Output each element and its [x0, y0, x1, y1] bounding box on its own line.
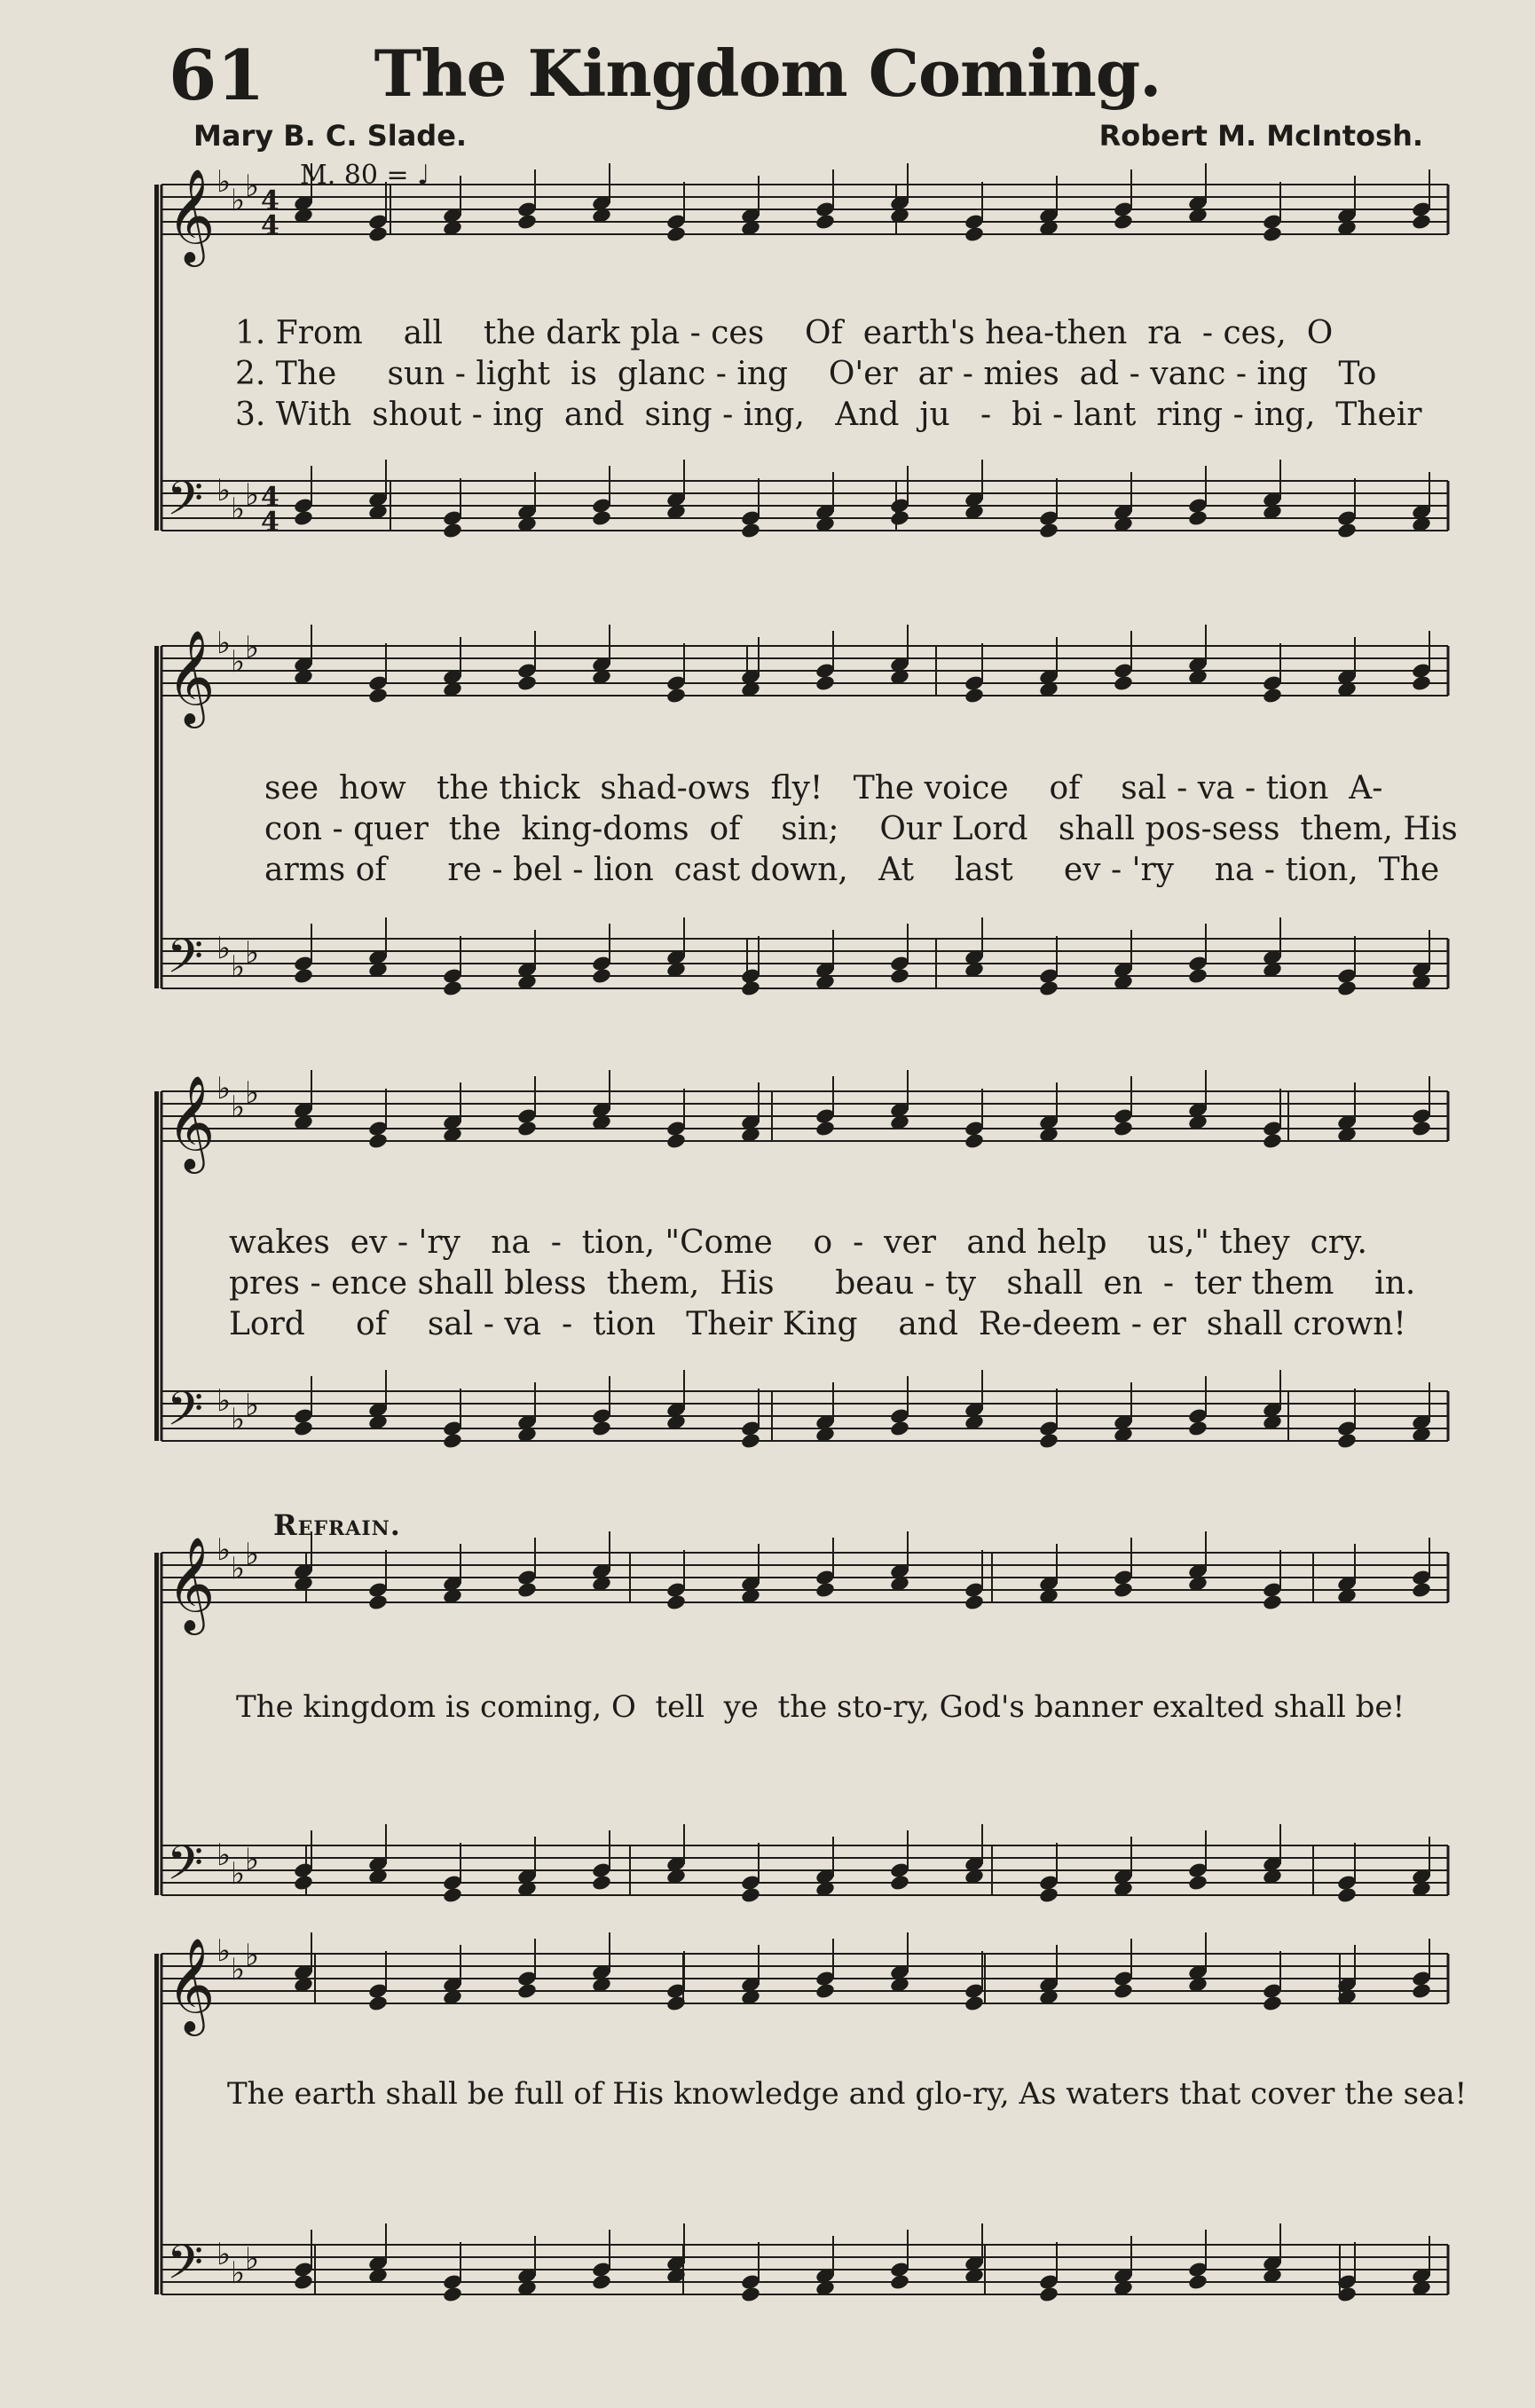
note-head: [1038, 522, 1059, 539]
flat-icon: ♭: [231, 1402, 246, 1437]
note-head: [293, 1874, 314, 1892]
note-head: [889, 509, 910, 527]
note-head: [1411, 674, 1432, 692]
note-head: [442, 522, 463, 539]
flat-icon: ♭: [245, 1537, 260, 1572]
note-head: [665, 1132, 687, 1150]
note-head: [591, 1420, 612, 1437]
lyric-line: Lord of sal - va - tion Their King and Re-deem - er shall crown!: [229, 1306, 1406, 1342]
note-head: [1411, 1120, 1432, 1137]
flat-icon: ♭: [216, 1532, 232, 1568]
flat-icon: ♭: [245, 1388, 260, 1423]
note-head: [293, 1420, 314, 1437]
flat-icon: ♭: [216, 1933, 232, 1969]
note-head: [1187, 1420, 1208, 1437]
note-head: [1113, 1982, 1134, 2000]
note-head: [293, 967, 314, 985]
time-signature: 4: [261, 210, 279, 241]
flat-icon: ♭: [245, 1842, 260, 1877]
note-head: [1411, 213, 1432, 231]
bass-clef-icon: 𝄢: [167, 2236, 204, 2302]
treble-clef-icon: 𝄞: [167, 168, 216, 263]
flat-icon: ♭: [245, 630, 260, 665]
note-head: [1262, 1995, 1283, 2012]
note-head: [293, 509, 314, 527]
system-bracket: [154, 1954, 159, 2294]
note-head: [367, 1995, 389, 2012]
flat-icon: ♭: [231, 492, 246, 527]
note-head: [964, 687, 985, 704]
note-head: [889, 1420, 910, 1437]
treble-clef-icon: 𝄞: [167, 1937, 216, 2032]
note-head: [442, 1432, 463, 1450]
note-head: [442, 1886, 463, 1904]
note-head: [964, 1594, 985, 1611]
note-head: [1262, 1132, 1283, 1150]
flat-icon: ♭: [231, 949, 246, 985]
treble-clef-icon: 𝄞: [167, 629, 216, 724]
note-head: [1187, 1874, 1208, 1892]
note-head: [889, 2273, 910, 2291]
lyric-line: see how the thick shad-ows fly! The voice of sal - va - tion A-: [264, 770, 1383, 807]
note-head: [889, 1874, 910, 1892]
tempo-marking: M. 80 = ♩: [300, 160, 430, 191]
note-head: [516, 674, 538, 692]
note-head: [665, 225, 687, 243]
note-head: [1113, 674, 1134, 692]
lyric-line: wakes ev - 'ry na - tion, "Come o - ver and help us," they cry.: [229, 1224, 1367, 1261]
treble-clef-icon: 𝄞: [167, 1074, 216, 1169]
lyric-line: arms of re - bel - lion cast down, At last ev - 'ry na - tion, The: [264, 852, 1440, 888]
time-signature: 4: [261, 507, 279, 538]
note-head: [367, 687, 389, 704]
lyric-line: 3. With shout - ing and sing - ing, And ju - bi - lant ring - ing, Their: [235, 397, 1422, 433]
lyric-line: con - quer the king-doms of sin; Our Lord shall pos-sess them, His: [264, 811, 1458, 847]
flat-icon: ♭: [245, 935, 260, 971]
lyric-line: The kingdom is coming, O tell ye the sto-ry, God's banner exalted shall be!: [236, 1689, 1405, 1725]
lyric-line: The earth shall be full of His knowledge and glo-ry, As waters that cover the sea!: [227, 2076, 1468, 2112]
note-head: [442, 2286, 463, 2303]
note-head: [1336, 1886, 1358, 1904]
lyric-line: 2. The sun - light is glanc - ing O'er ar - mies ad - vanc - ing To: [235, 356, 1377, 392]
note-head: [1038, 1886, 1059, 1904]
note-head: [1187, 967, 1208, 985]
note-head: [1262, 225, 1283, 243]
note-head: [964, 1995, 985, 2012]
note-head: [1113, 213, 1134, 231]
note-head: [1262, 1594, 1283, 1611]
note-head: [367, 1594, 389, 1611]
flat-icon: ♭: [231, 1856, 246, 1892]
note-head: [293, 2273, 314, 2291]
note-head: [815, 1581, 836, 1599]
flat-icon: ♭: [216, 1071, 232, 1106]
note-head: [1113, 1581, 1134, 1599]
note-head: [889, 967, 910, 985]
note-head: [442, 980, 463, 997]
system-bracket: [154, 646, 159, 988]
note-head: [740, 980, 761, 997]
refrain-label: Refrain.: [273, 1508, 401, 1542]
note-head: [591, 1874, 612, 1892]
lyric-line: 1. From all the dark pla - ces Of earth's hea-then ra - ces, O: [235, 315, 1334, 351]
flat-icon: ♭: [216, 1383, 232, 1419]
bass-clef-icon: 𝄢: [167, 1837, 204, 1902]
note-head: [740, 1432, 761, 1450]
time-signature: 4: [261, 185, 279, 216]
bass-clef-icon: 𝄢: [167, 930, 204, 995]
note-head: [815, 1982, 836, 2000]
note-head: [1187, 509, 1208, 527]
flat-icon: ♭: [231, 1551, 246, 1586]
note-head: [740, 2286, 761, 2303]
note-head: [1038, 2286, 1059, 2303]
system-bracket: [154, 185, 159, 531]
flat-icon: ♭: [245, 1075, 260, 1111]
note-head: [367, 225, 389, 243]
note-head: [367, 1132, 389, 1150]
flat-icon: ♭: [216, 931, 232, 966]
flat-icon: ♭: [216, 2237, 232, 2272]
hymn-title: The Kingdom Coming.: [374, 35, 1161, 111]
flat-icon: ♭: [231, 2255, 246, 2291]
note-head: [1262, 687, 1283, 704]
note-head: [665, 1594, 687, 1611]
lyric-line: pres - ence shall bless them, His beau - ty shall en - ter them in.: [229, 1265, 1416, 1302]
note-head: [1113, 1120, 1134, 1137]
flat-icon: ♭: [231, 1952, 246, 1987]
note-head: [1411, 1982, 1432, 2000]
flat-icon: ♭: [231, 644, 246, 680]
time-signature: 4: [261, 482, 279, 513]
note-head: [591, 509, 612, 527]
note-head: [516, 1120, 538, 1137]
system-bracket: [154, 1091, 159, 1441]
note-head: [815, 674, 836, 692]
note-head: [964, 1132, 985, 1150]
note-head: [1336, 980, 1358, 997]
hymn-number: 61: [169, 35, 265, 116]
note-head: [740, 1886, 761, 1904]
note-head: [740, 522, 761, 539]
treble-clef-icon: 𝄞: [167, 1536, 216, 1631]
flat-icon: ♭: [231, 183, 246, 218]
flat-icon: ♭: [245, 1938, 260, 1973]
note-head: [516, 1581, 538, 1599]
note-head: [1038, 1432, 1059, 1450]
flat-icon: ♭: [216, 164, 232, 200]
note-head: [1411, 1581, 1432, 1599]
system-bracket: [154, 1553, 159, 1895]
note-head: [1187, 2273, 1208, 2291]
lyricist-credit: Mary B. C. Slade.: [193, 119, 468, 153]
note-head: [591, 967, 612, 985]
note-head: [964, 225, 985, 243]
flat-icon: ♭: [216, 626, 232, 661]
note-head: [815, 213, 836, 231]
note-head: [516, 1982, 538, 2000]
note-head: [591, 2273, 612, 2291]
flat-icon: ♭: [216, 1837, 232, 1873]
bass-clef-icon: 𝄢: [167, 472, 204, 538]
note-head: [1038, 980, 1059, 997]
flat-icon: ♭: [216, 473, 232, 508]
note-head: [665, 687, 687, 704]
flat-icon: ♭: [231, 1090, 246, 1125]
note-head: [815, 1120, 836, 1137]
bass-clef-icon: 𝄢: [167, 1382, 204, 1448]
note-head: [516, 213, 538, 231]
note-head: [1336, 522, 1358, 539]
flat-icon: ♭: [245, 169, 260, 204]
note-head: [1336, 1432, 1358, 1450]
flat-icon: ♭: [245, 477, 260, 513]
flat-icon: ♭: [245, 2241, 260, 2277]
composer-credit: Robert M. McIntosh.: [1098, 119, 1423, 153]
